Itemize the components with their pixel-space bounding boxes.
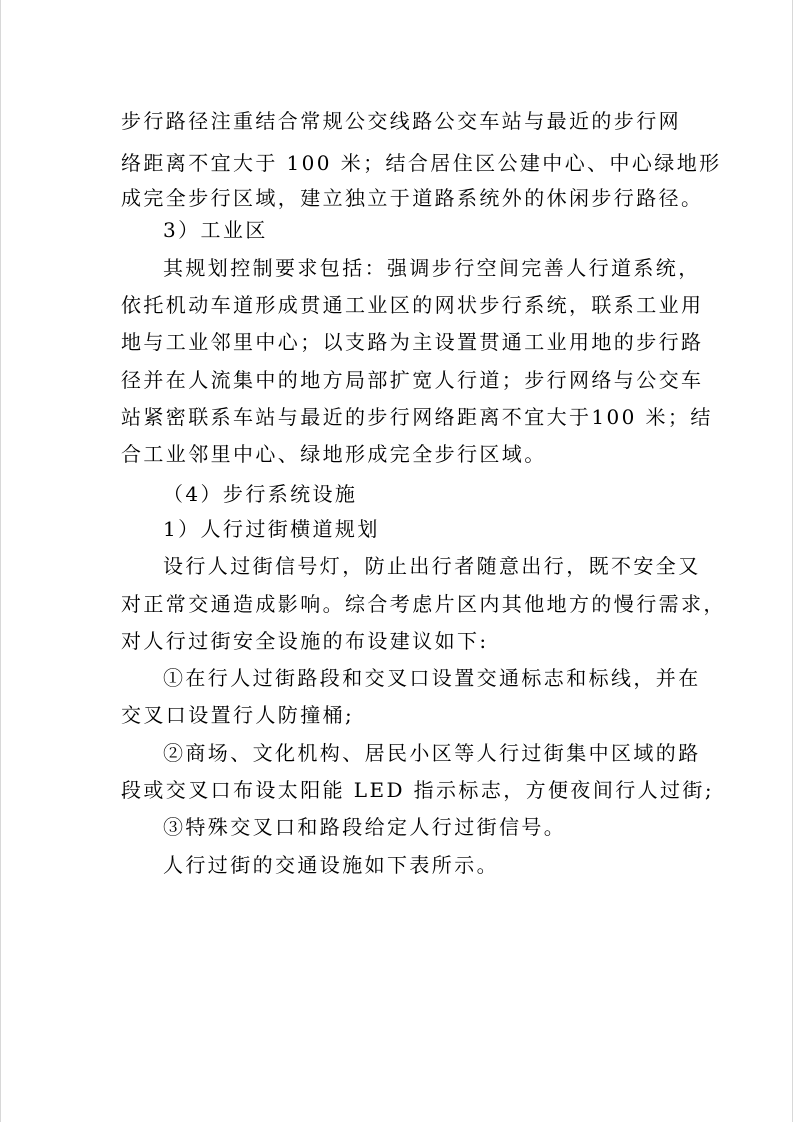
list-item-2-cont: 段或交叉口布设太阳能 LED 指示标志，方便夜间行人过街;: [121, 778, 714, 802]
paragraph-line-10: 合工业邻里中心、绿地形成完全步行区域。: [121, 442, 547, 466]
paragraph-line-15: 对人行过街安全设施的布设建议如下:: [121, 629, 489, 653]
list-item-1-cont: 交叉口设置行人防撞桶;: [121, 703, 355, 727]
subsection-heading-crosswalk: 1）人行过街横道规划: [163, 517, 380, 541]
paragraph-line-9: 站紧密联系车站与最近的步行网络距离不宜大于100 米；结: [121, 405, 713, 429]
section-heading-walking-facilities: （4）步行系统设施: [163, 482, 358, 506]
section-heading-industrial: 3）工业区: [163, 218, 268, 242]
list-item-2: ②商场、文化机构、居民小区等人行过街集中区域的路: [163, 741, 701, 765]
paragraph-line-3: 成完全步行区域，建立独立于道路系统外的休闲步行路径。: [121, 186, 704, 210]
paragraph-line-13: 设行人过街信号灯，防止出行者随意出行，既不安全又: [163, 554, 701, 578]
paragraph-line-8: 径并在人流集中的地方局部扩宽人行道；步行网络与公交车: [121, 368, 704, 392]
paragraph-line-5: 其规划控制要求包括：强调步行空间完善人行道系统，: [163, 256, 701, 280]
paragraph-line-1: 步行路径注重结合常规公交线路公交车站与最近的步行网: [121, 109, 681, 133]
paragraph-line-14: 对正常交通造成影响。综合考虑片区内其他地方的慢行需求，: [121, 592, 726, 616]
paragraph-line-7: 地与工业邻里中心；以支路为主设置贯通工业用地的步行路: [121, 330, 704, 354]
paragraph-line-2: 络距离不宜大于 100 米；结合居住区公建中心、中心绿地形: [121, 151, 722, 175]
paragraph-line-21: 人行过街的交通设施如下表所示。: [163, 853, 499, 877]
list-item-3: ③特殊交叉口和路段给定人行过街信号。: [163, 815, 567, 839]
list-item-1: ①在行人过街路段和交叉口设置交通标志和标线，并在: [163, 666, 701, 690]
paragraph-line-6: 依托机动车道形成贯通工业区的网状步行系统，联系工业用: [121, 293, 704, 317]
